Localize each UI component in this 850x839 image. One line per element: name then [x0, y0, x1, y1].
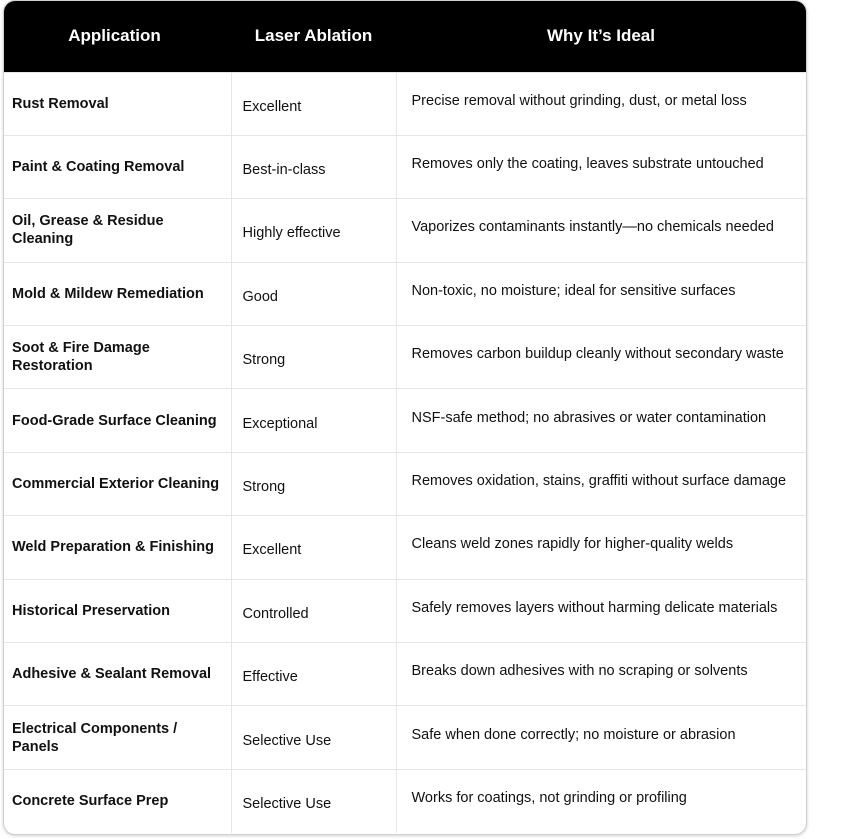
comparison-table	[4, 1, 806, 833]
table-row	[4, 516, 806, 579]
reason-cell: Vaporizes contaminants instantly—no chemicals needed	[396, 199, 806, 262]
rating-cell: Controlled	[231, 579, 396, 642]
table-row	[4, 135, 806, 198]
table-row	[4, 579, 806, 642]
application-cell: Food-Grade Surface Cleaning	[4, 389, 231, 452]
table-row	[4, 262, 806, 325]
table-row	[4, 72, 806, 135]
application-cell: Adhesive & Sealant Removal	[4, 643, 231, 706]
reason-cell: Breaks down adhesives with no scraping or solvents	[396, 643, 806, 706]
table-header-row	[4, 1, 806, 72]
reason-cell: Removes oxidation, stains, graffiti without surface damage	[396, 452, 806, 515]
table-row	[4, 326, 806, 389]
application-cell: Commercial Exterior Cleaning	[4, 452, 231, 515]
table-row	[4, 706, 806, 769]
rating-cell: Good	[231, 262, 396, 325]
application-cell: Mold & Mildew Remediation	[4, 262, 231, 325]
rating-cell: Excellent	[231, 516, 396, 579]
header-application: Application	[68, 26, 161, 46]
rating-cell: Selective Use	[231, 706, 396, 769]
reason-cell: Works for coatings, not grinding or profiling	[396, 769, 806, 832]
application-cell: Weld Preparation & Finishing	[4, 516, 231, 579]
reason-cell: Non-toxic, no moisture; ideal for sensitive surfaces	[396, 262, 806, 325]
application-cell: Concrete Surface Prep	[4, 769, 231, 832]
reason-cell: Cleans weld zones rapidly for higher-quality welds	[396, 516, 806, 579]
rating-cell: Strong	[231, 326, 396, 389]
rating-cell: Best-in-class	[231, 135, 396, 198]
application-cell: Rust Removal	[4, 72, 231, 135]
reason-cell: NSF-safe method; no abrasives or water contamination	[396, 389, 806, 452]
reason-cell: Precise removal without grinding, dust, or metal loss	[396, 72, 806, 135]
rating-cell: Exceptional	[231, 389, 396, 452]
table-row	[4, 452, 806, 515]
table-row	[4, 769, 806, 832]
comparison-table-card	[3, 0, 807, 835]
rating-cell: Selective Use	[231, 769, 396, 832]
header-laser-ablation: Laser Ablation	[254, 26, 373, 46]
reason-cell: Removes only the coating, leaves substrate untouched	[396, 135, 806, 198]
application-cell: Historical Preservation	[4, 579, 231, 642]
application-cell: Paint & Coating Removal	[4, 135, 231, 198]
application-cell: Soot & Fire Damage Restoration	[4, 326, 231, 389]
rating-cell: Effective	[231, 643, 396, 706]
reason-cell: Safely removes layers without harming delicate materials	[396, 579, 806, 642]
application-cell: Oil, Grease & Residue Cleaning	[4, 199, 231, 262]
application-cell: Electrical Components / Panels	[4, 706, 231, 769]
reason-cell: Safe when done correctly; no moisture or abrasion	[396, 706, 806, 769]
table-row	[4, 199, 806, 262]
rating-cell: Excellent	[231, 72, 396, 135]
reason-cell: Removes carbon buildup cleanly without secondary waste	[396, 326, 806, 389]
table-row	[4, 389, 806, 452]
table-row	[4, 643, 806, 706]
rating-cell: Strong	[231, 452, 396, 515]
header-why-ideal: Why It’s Ideal	[546, 26, 655, 46]
rating-cell: Highly effective	[231, 199, 396, 262]
